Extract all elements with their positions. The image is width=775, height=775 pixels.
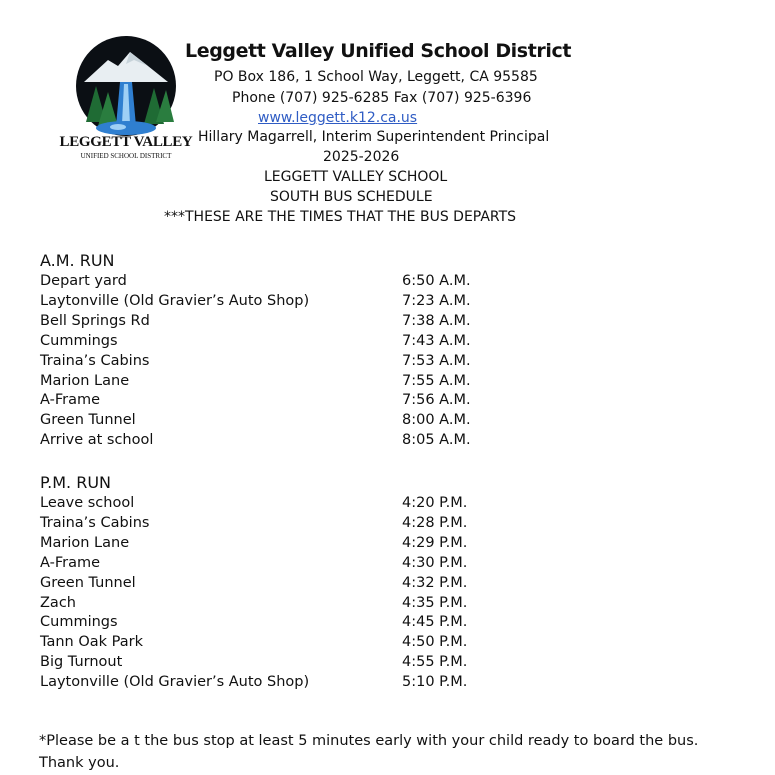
departure-time: 4:50 P.M.: [402, 634, 468, 651]
stop-name: Bell Springs Rd: [40, 312, 150, 329]
logo-emblem: [56, 30, 196, 140]
stop-name: Arrive at school: [40, 432, 154, 449]
district-title: Leggett Valley Unified School District: [185, 40, 572, 62]
schedule-row: [40, 595, 480, 615]
schedule-row: [40, 614, 480, 634]
school-name: LEGGETT VALLEY SCHOOL: [264, 169, 448, 185]
departure-time: 8:00 A.M.: [402, 412, 471, 429]
stop-name: A-Frame: [40, 554, 101, 571]
thank-you-note: Thank you.: [39, 755, 120, 771]
stop-name: Green Tunnel: [40, 574, 136, 591]
stop-name: Cummings: [40, 614, 118, 631]
departure-time: 5:10 P.M.: [402, 674, 468, 691]
logo-name: LEGGETT VALLEY: [59, 134, 193, 150]
arrival-note: *Please be a t the bus stop at least 5 minutes early with your child ready to board the bus.: [39, 733, 699, 749]
stop-name: Traina’s Cabins: [40, 352, 150, 369]
logo-subtitle: UNIFIED SCHOOL DISTRICT: [80, 152, 172, 160]
schedule-row: [40, 535, 480, 555]
stop-name: Laytonville (Old Gravier’s Auto Shop): [40, 292, 310, 309]
schedule-row: [40, 432, 480, 452]
departure-time: 4:35 P.M.: [402, 594, 468, 611]
superintendent-line: Hillary Magarrell, Interim Superintendent Principal: [198, 129, 550, 145]
schedule-row: [40, 575, 480, 595]
departure-time: 7:23 A.M.: [402, 292, 471, 309]
stop-name: Cummings: [40, 332, 118, 349]
stop-name: Laytonville (Old Gravier’s Auto Shop): [40, 674, 310, 691]
departure-time: 7:55 A.M.: [402, 372, 471, 389]
schedule-row: [40, 333, 480, 353]
departure-time: 6:50 A.M.: [402, 273, 471, 289]
departure-notice: ***THESE ARE THE TIMES THAT THE BUS DEPARTS: [164, 209, 517, 225]
schedule-row: [40, 654, 480, 674]
stop-name: Zach: [40, 594, 76, 611]
departure-time: 4:55 P.M.: [402, 654, 468, 671]
schedule-row: [40, 293, 480, 313]
schedule-row: [40, 634, 480, 654]
schedule-title: SOUTH BUS SCHEDULE: [270, 189, 433, 205]
schedule-row: [40, 412, 480, 432]
departure-time: 4:29 P.M.: [402, 534, 468, 551]
schedule-row: [40, 674, 480, 694]
schedule-row: [40, 495, 480, 515]
schedule-row: [40, 555, 480, 575]
departure-time: 4:45 P.M.: [402, 614, 468, 631]
stop-name: Depart yard: [40, 273, 127, 289]
district-phone: Phone (707) 925-6285 Fax (707) 925-6396: [232, 90, 532, 106]
am-run-title: A.M. RUN: [40, 251, 115, 270]
departure-time: 7:43 A.M.: [402, 332, 471, 349]
departure-time: 4:28 P.M.: [402, 514, 468, 531]
district-address: PO Box 186, 1 School Way, Leggett, CA 95585: [214, 69, 538, 85]
schedule-row: [40, 373, 480, 393]
pm-run-title: P.M. RUN: [40, 473, 112, 492]
schedule-row: [40, 313, 480, 333]
departure-time: 7:53 A.M.: [402, 352, 471, 369]
departure-time: 8:05 A.M.: [402, 432, 471, 449]
stop-name: Marion Lane: [40, 534, 130, 551]
stop-name: Marion Lane: [40, 372, 130, 389]
departure-time: 4:32 P.M.: [402, 574, 468, 591]
schedule-row: [40, 273, 480, 293]
stop-name: Leave school: [40, 495, 135, 511]
departure-time: 4:30 P.M.: [402, 554, 468, 571]
stop-name: Green Tunnel: [40, 412, 136, 429]
stop-name: A-Frame: [40, 392, 101, 409]
schedule-row: [40, 392, 480, 412]
stop-name: Traina’s Cabins: [40, 514, 150, 531]
stop-name: Big Turnout: [40, 654, 123, 671]
district-logo: [56, 30, 196, 165]
departure-time: 7:56 A.M.: [402, 392, 471, 409]
departure-time: 4:20 P.M.: [402, 495, 468, 511]
schedule-row: [40, 515, 480, 535]
schedule-row: [40, 353, 480, 373]
district-website-link[interactable]: www.leggett.k12.ca.us: [258, 110, 418, 126]
stop-name: Tann Oak Park: [40, 634, 143, 651]
school-year: 2025-2026: [323, 149, 400, 165]
departure-time: 7:38 A.M.: [402, 312, 471, 329]
